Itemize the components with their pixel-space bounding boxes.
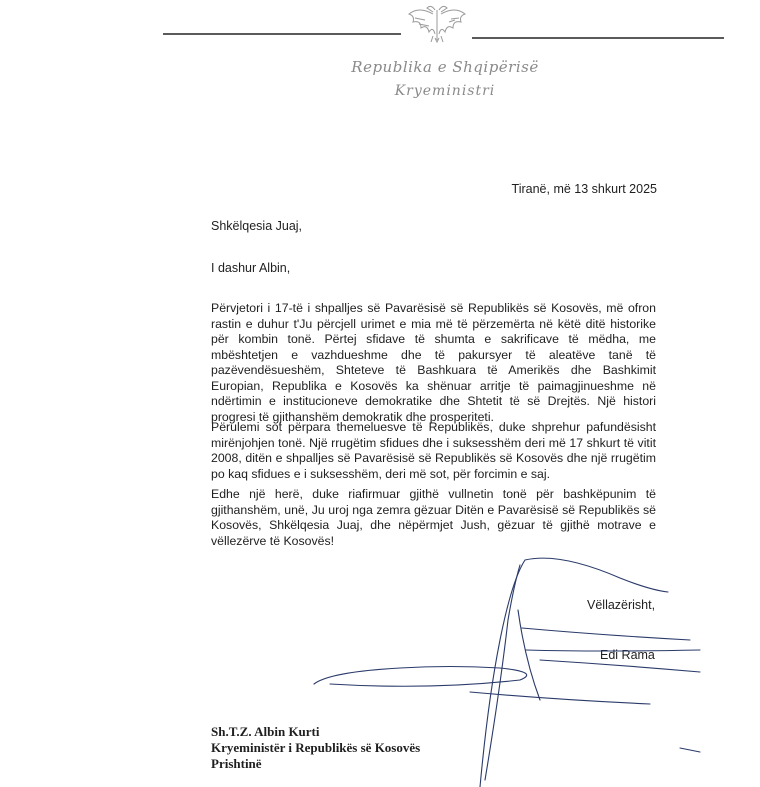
eagle-emblem-icon — [405, 0, 469, 44]
body-paragraph-2: Përulemi sot përpara themeluesve të Republikës, duke shprehur pafundësisht mirënjohjen tonë. Një rrugëtim sfidues dhe i suksesshëm deri më 17 shkurt të vitit 2008, ditën e shpalljes së Pavarësisë së Republikës së Kosovës dhe një rrugëtim po kaq sfidues e i suksesshëm, deri më sot, për forcimin e saj. — [211, 420, 656, 481]
greeting: I dashur Albin, — [211, 261, 291, 275]
body-paragraph-3: Edhe një herë, duke riafirmuar gjithë vullnetin tonë për bashkëpunim të gjithanshëm, unë, Ju uroj nga zemra gëzuar Ditën e Pavarësisë së Republikës së Kosovës, Shkëlqesia Juaj, dhe nëpërmjet Jush, gëzuar të gjithë motrave e vëllezërve të Kosovës! — [211, 487, 656, 548]
recipient-name: Sh.T.Z. Albin Kurti — [211, 724, 320, 739]
letterhead-rule-left — [163, 33, 401, 35]
letter-date: Tiranë, më 13 shkurt 2025 — [511, 182, 657, 196]
salutation: Shkëlqesia Juaj, — [211, 219, 303, 233]
closing: Vëllazërisht, — [587, 598, 656, 612]
recipient-block — [211, 724, 420, 772]
signer-name: Edi Rama — [600, 648, 655, 662]
letterhead-rule-right — [472, 37, 724, 39]
recipient-city: Prishtinë — [211, 756, 262, 771]
body-paragraph-1: Përvjetori i 17-të i shpalljes së Pavarësisë së Republikës së Kosovës, më ofron rastin e duhur t'Ju përcjell urimet e mia më të përzemërta në këtë ditë historike për kombin tonë. Përtej sfidave të shumta e sakrificave të mëdha, me mbështetjen e vazhdueshme dhe të pakursyer të aleatëve tanë të pazëvendësueshëm, Shteteve të Bashkuara të Amerikës dhe Bashkimit Europian, Republika e Kosovës ka shënuar arritje të paimagjinueshme në ndërtimin e institucioneve demokratike dhe Shtetit të së Drejtës. Një histori progresi të gjithanshëm demokratik dhe prosperiteti. — [211, 301, 656, 424]
letterhead-country: Republika e Shqipërisë — [351, 58, 539, 76]
letterhead-office: Kryeministri — [394, 83, 496, 99]
recipient-title: Kryeministër i Republikës së Kosovës — [211, 740, 421, 755]
